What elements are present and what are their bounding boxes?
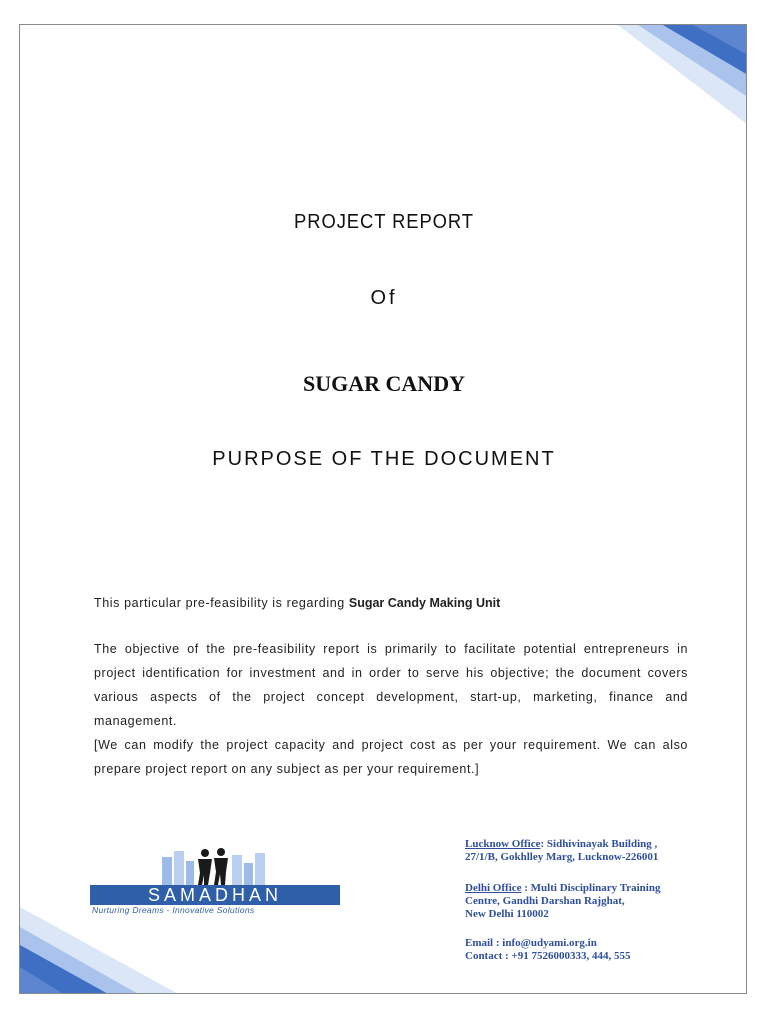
- delhi-office-line2: Centre, Gandhi Darshan Rajghat,: [465, 895, 625, 907]
- lucknow-office-label: Lucknow Office: [465, 838, 541, 850]
- logo-tagline: Nurturing Dreams - Innovative Solutions: [92, 905, 255, 915]
- samadhan-logo: [90, 847, 342, 917]
- delhi-office-line3: New Delhi 110002: [465, 908, 549, 920]
- paragraph-objective: The objective of the pre-feasibility report is primarily to facilitate potential entrepreneurs in project identification for investment and in order to serve his objective; the document covers various aspects of the project concept development, start-up, marketing, finance and management.: [94, 642, 688, 728]
- delhi-office-line1: : Multi Disciplinary Training: [521, 882, 661, 894]
- lucknow-office-address: [465, 838, 658, 864]
- heading-of: Of: [370, 287, 398, 309]
- intro-bold-text: Sugar Candy Making Unit: [348, 596, 501, 610]
- paragraph-intro: [94, 591, 688, 615]
- corner-decoration-top-right: [618, 25, 747, 125]
- corner-decoration-bottom-left: [20, 907, 180, 994]
- lucknow-office-line2: 27/1/B, Gokhlley Marg, Lucknow-226001: [465, 851, 659, 863]
- lucknow-office-line1: : Sidhivinayak Building ,: [540, 838, 658, 850]
- intro-text: This particular pre-feasibility is regarding: [94, 596, 349, 610]
- contact-email[interactable]: Email : info@udyami.org.in: [465, 937, 597, 949]
- heading-subject: SUGAR CANDY: [303, 371, 465, 396]
- logo-buildings-people-icon: [160, 847, 270, 885]
- paragraph-note: [We can modify the project capacity and project cost as per your requirement. We can also prepare project report on any subject as per your requirement.]: [94, 738, 688, 776]
- logo-wordmark: SAMADHAN: [90, 885, 340, 905]
- delhi-office-address: [465, 882, 660, 921]
- heading-project-report: PROJECT REPORT: [294, 211, 474, 233]
- document-page: [19, 24, 747, 994]
- heading-purpose: PURPOSE OF THE DOCUMENT: [212, 448, 556, 470]
- delhi-office-label: Delhi Office: [465, 882, 522, 894]
- contact-details: [465, 937, 630, 963]
- contact-phone[interactable]: Contact : +91 7526000333, 444, 555: [465, 950, 631, 962]
